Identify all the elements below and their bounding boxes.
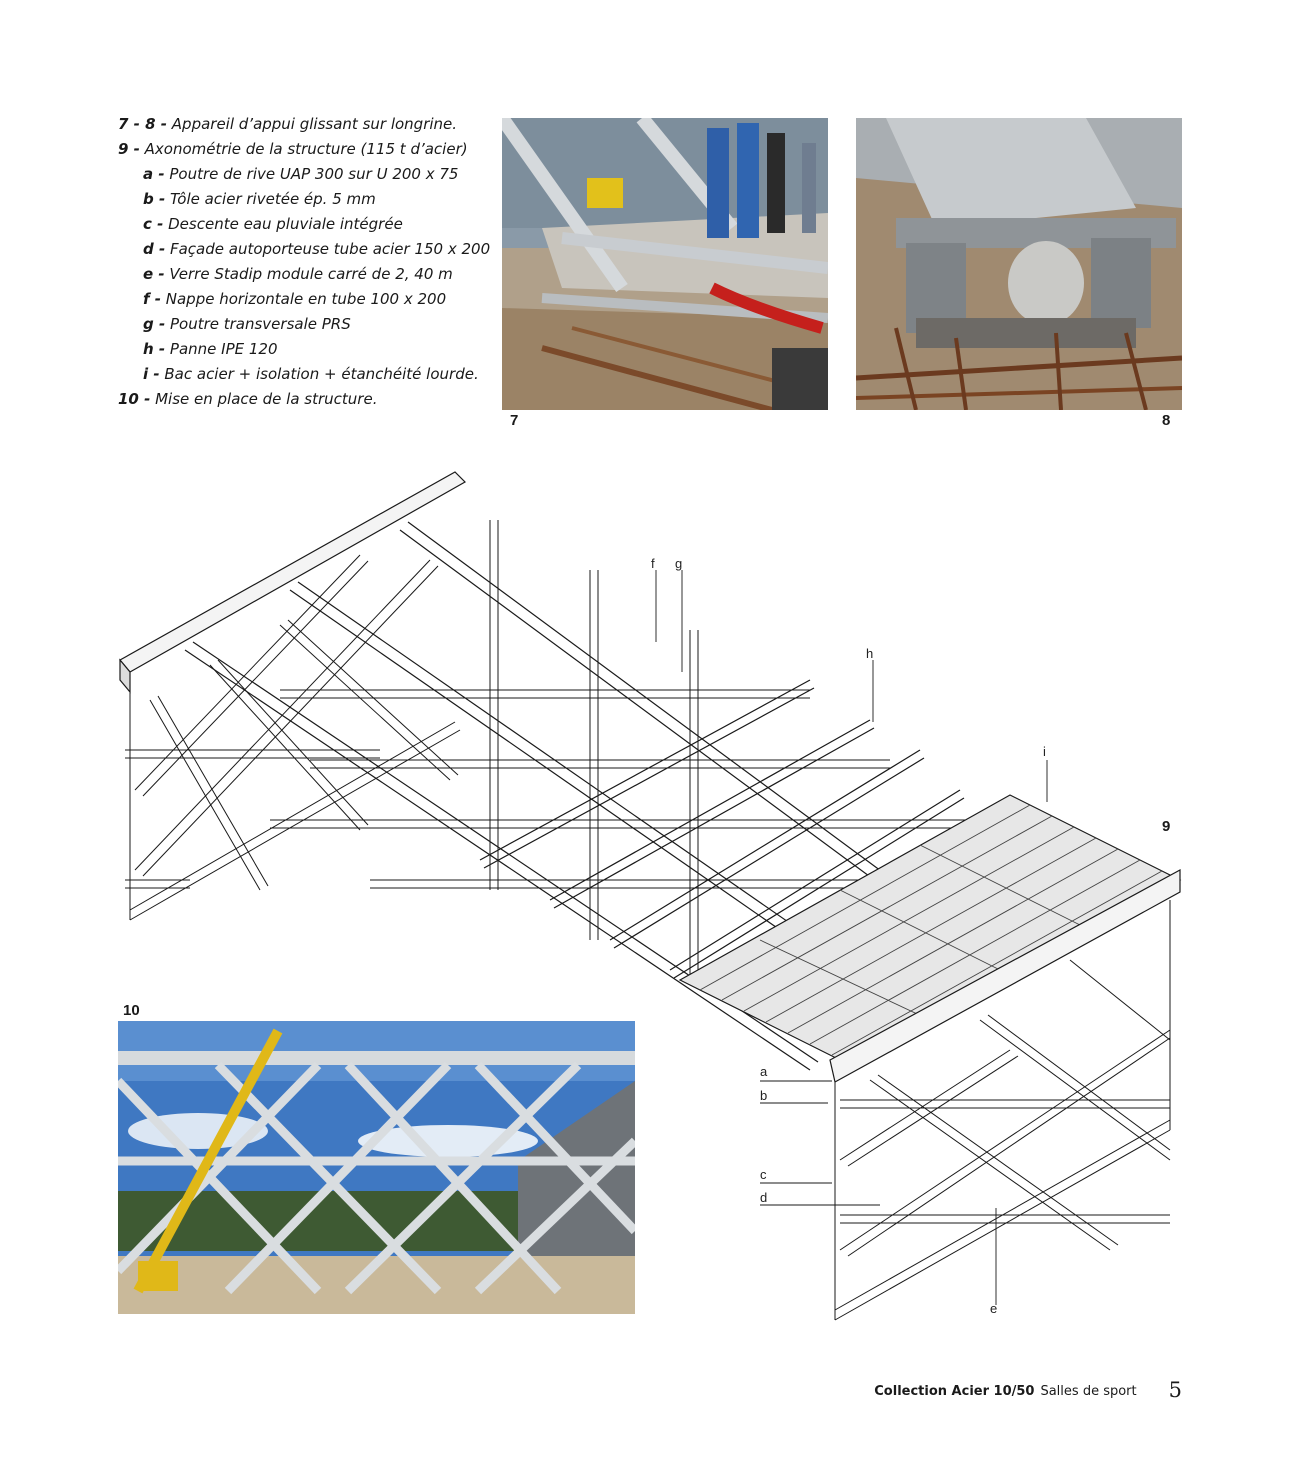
legend-item-7-8: 7 - 8 - Appareil d’appui glissant sur longrine.: [118, 115, 458, 133]
callout-e: e: [990, 1301, 998, 1316]
legend-item-d: d - Façade autoporteuse tube acier 150 x 200: [143, 240, 491, 258]
legend-item-h: h - Panne IPE 120: [143, 340, 278, 358]
legend-item-a: a - Poutre de rive UAP 300 sur U 200 x 75: [143, 165, 459, 183]
callout-f: f: [651, 556, 655, 571]
figure-number-8: 8: [1162, 412, 1171, 429]
footer-collection: Collection Acier 10/50: [874, 1384, 1035, 1399]
photo-10-structure-installation: [118, 1021, 635, 1314]
callout-a: a: [760, 1064, 768, 1079]
photo-7-construction-site: [502, 118, 828, 410]
figure-number-10: 10: [123, 1002, 140, 1019]
legend-item-f: f - Nappe horizontale en tube 100 x 200: [143, 290, 447, 308]
legend-item-g: g - Poutre transversale PRS: [143, 315, 351, 333]
legend-item-i: i - Bac acier + isolation + étanchéité lourde.: [143, 365, 479, 383]
figure-number-9: 9: [1162, 818, 1171, 835]
photo-8-bearing-device: [856, 118, 1182, 410]
callout-h: h: [866, 646, 874, 661]
figure-legend: [118, 112, 491, 412]
callout-d: d: [760, 1190, 768, 1205]
footer-topic: Salles de sport: [1040, 1384, 1137, 1399]
figure-number-7: 7: [510, 412, 519, 429]
legend-item-10: 10 - Mise en place de la structure.: [118, 390, 378, 408]
callout-g: g: [675, 556, 683, 571]
page-number: 5: [1168, 1378, 1182, 1402]
legend-item-b: b - Tôle acier rivetée ép. 5 mm: [143, 190, 376, 208]
callout-i: i: [1043, 744, 1046, 759]
legend-item-9: 9 - Axonométrie de la structure (115 t d’acier): [118, 140, 468, 158]
legend-item-c: c - Descente eau pluviale intégrée: [143, 215, 403, 233]
page-footer: [874, 1378, 1182, 1402]
callout-c: c: [760, 1167, 767, 1182]
callout-b: b: [760, 1088, 768, 1103]
legend-item-e: e - Verre Stadip module carré de 2, 40 m: [143, 265, 453, 283]
